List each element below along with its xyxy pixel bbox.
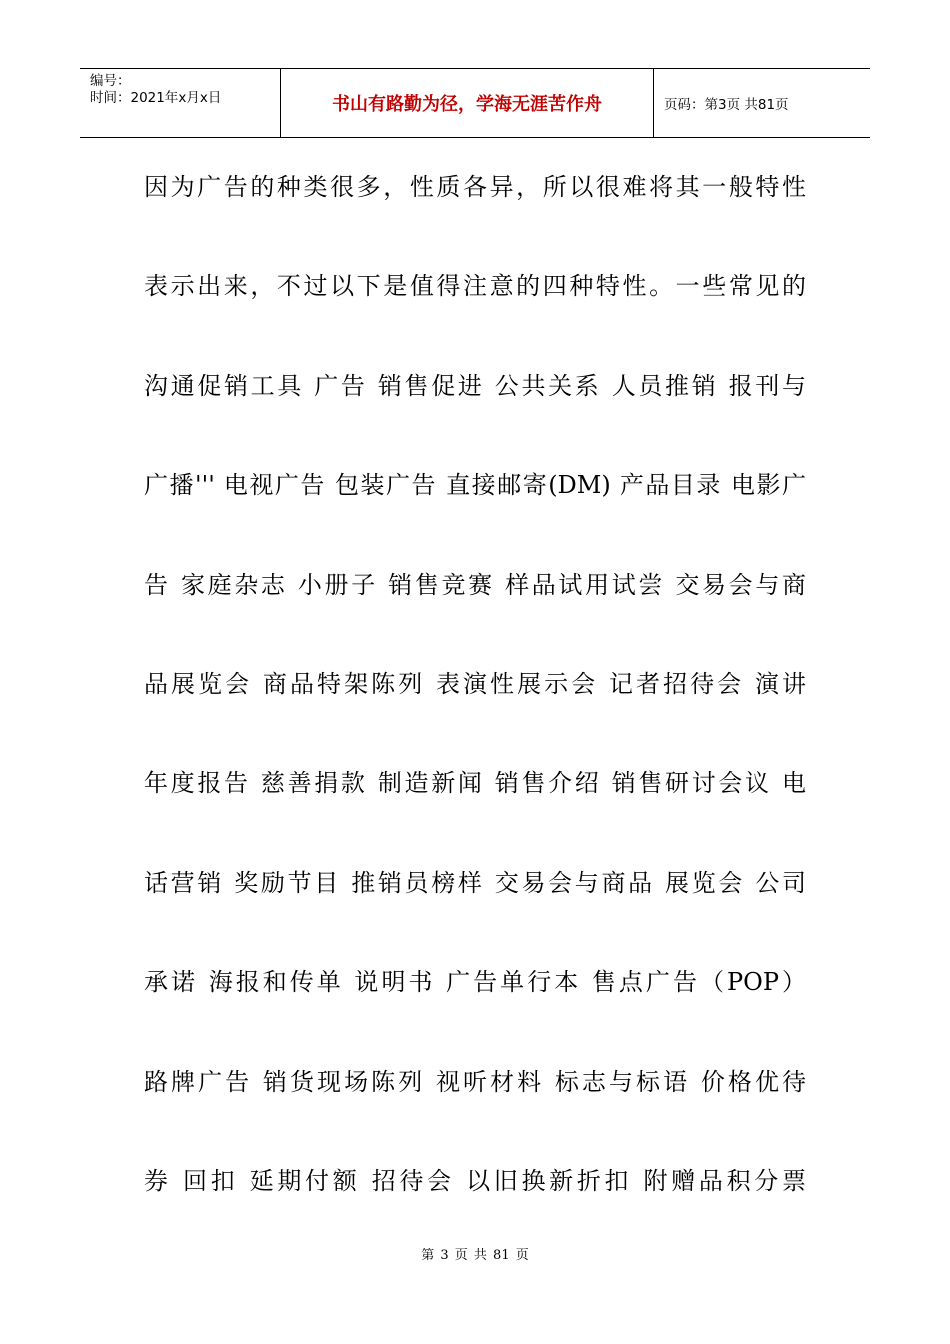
page-footer: 第 3 页 共 81 页 [421,1248,529,1263]
serial-number-label: 编号： [90,73,131,89]
header-meta-cell [80,69,281,137]
text-line: 话营销 奖励节目 推销员榜样 交易会与商品 展览会 公司 [144,868,806,897]
text-line: 沟通促销工具 广告 销售促进 公共关系 人员推销 报刊与 [144,371,806,400]
header-page-info: 页码：第3页 共81页 [664,97,789,113]
date-label: 时间：2021年x月x日 [90,90,222,106]
text-line: 表示出来，不过以下是值得注意的四种特性。一些常见的 [144,272,806,301]
text-line: 承诺 海报和传单 说明书 广告单行本 售点广告（POP） [144,968,806,997]
body-text [144,160,806,1253]
page-header [80,68,870,138]
text-line: 广播''' 电视广告 包装广告 直接邮寄(DM) 产品目录 电影广 [144,471,806,500]
text-line: 年度报告 慈善捐款 制造新闻 销售介绍 销售研讨会议 电 [144,769,806,798]
header-page-cell [654,69,870,137]
header-motto-cell [281,69,654,137]
text-line: 券 回扣 延期付额 招待会 以旧换新折扣 附赠品积分票 [144,1166,806,1195]
text-line: 品展览会 商品特架陈列 表演性展示会 记者招待会 演讲 [144,669,806,698]
text-line: 因为广告的种类很多，性质各异，所以很难将其一般特性 [144,173,806,201]
text-line: 路牌广告 销货现场陈列 视听材料 标志与标语 价格优待 [144,1067,806,1096]
motto-text: 书山有路勤为径，学海无涯苦作舟 [332,94,602,115]
text-line: 告 家庭杂志 小册子 销售竞赛 样品试用试尝 交易会与商 [144,570,806,599]
